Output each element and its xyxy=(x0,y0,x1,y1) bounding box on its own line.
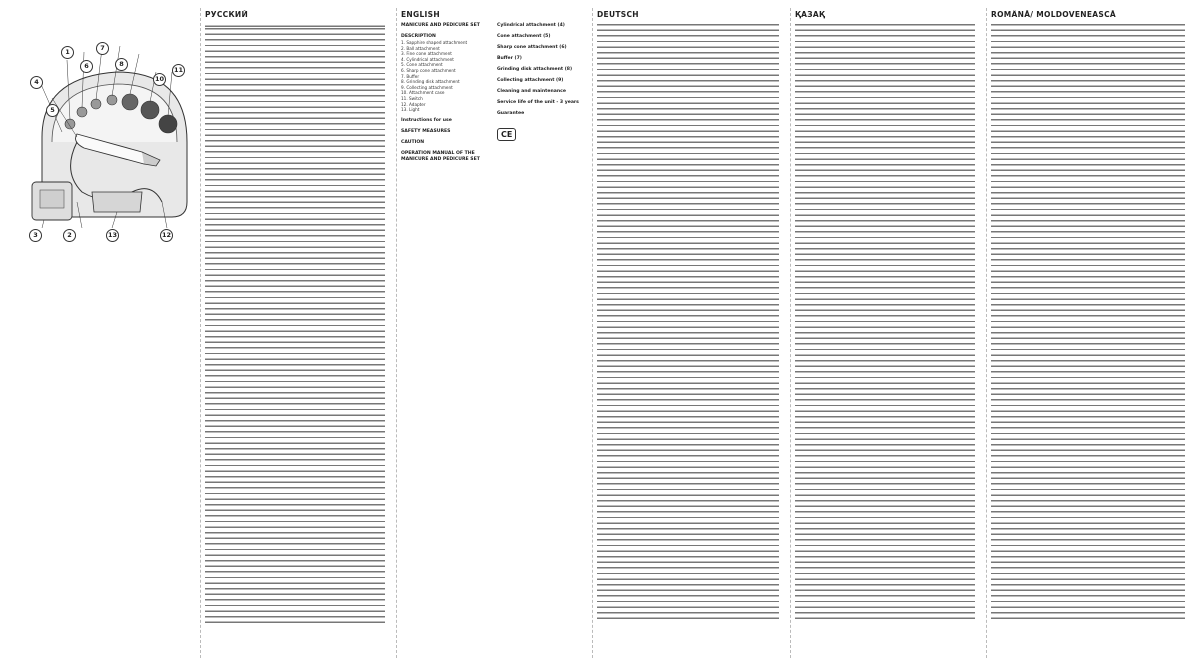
callout-11: 11 xyxy=(172,64,185,77)
column-title-russian: РУССКИЙ xyxy=(205,10,249,19)
part-item: 7. Buffer xyxy=(401,73,420,79)
body-text-german xyxy=(597,23,779,623)
part-item: 6. Sharp cone attachment xyxy=(401,67,456,73)
english-two-columns xyxy=(401,23,587,168)
column-german xyxy=(597,10,785,655)
callout-10: 10 xyxy=(153,73,166,86)
callout-4: 4 xyxy=(30,76,43,89)
callout-13: 13 xyxy=(106,229,119,242)
callout-8: 8 xyxy=(115,58,128,71)
section-heading: Guarantee xyxy=(497,111,525,116)
part-item: 13. Light xyxy=(401,107,420,113)
column-title-kazakh: ҚАЗАҚ xyxy=(795,10,826,19)
part-item: 8. Grinding disk attachment xyxy=(401,79,460,85)
section-heading: Cone attachment (5) xyxy=(497,34,551,39)
body-text-russian xyxy=(205,23,385,623)
column-romanian xyxy=(991,10,1191,655)
column-english xyxy=(401,10,587,655)
part-item: 4. Cylindrical attachment xyxy=(401,56,454,62)
column-title-english: ENGLISH xyxy=(401,10,440,19)
english-right-subcolumn xyxy=(497,23,587,168)
column-russian xyxy=(205,10,391,655)
body-text-romanian xyxy=(991,23,1185,623)
section-heading: DESCRIPTION xyxy=(401,34,436,39)
column-divider xyxy=(986,8,987,658)
column-kazakh xyxy=(795,10,981,655)
column-title-german: DEUTSCH xyxy=(597,10,639,19)
column-divider xyxy=(200,8,201,658)
section-heading: Cylindrical attachment (4) xyxy=(497,23,565,28)
section-heading: Cleaning and maintenance xyxy=(497,89,566,94)
callout-6: 6 xyxy=(80,60,93,73)
section-heading: Instructions for use xyxy=(401,117,452,123)
section-heading: OPERATION MANUAL OF THE MANICURE AND PEDICURE SET xyxy=(401,150,480,162)
section-heading: MANICURE AND PEDICURE SET xyxy=(401,23,480,28)
part-item: 3. Fine cone attachment xyxy=(401,51,452,57)
part-item: 1. Sapphire shaped attachment xyxy=(401,40,468,45)
callout-1: 1 xyxy=(61,46,74,59)
section-heading: Collecting attachment (9) xyxy=(497,78,564,83)
callout-5: 5 xyxy=(46,104,59,117)
part-item: 5. Cone attachment xyxy=(401,62,443,68)
callout-2: 2 xyxy=(63,229,76,242)
part-item: 2. Ball attachment xyxy=(401,45,440,51)
column-divider xyxy=(592,8,593,658)
section-heading: SAFETY MEASURES xyxy=(401,128,451,134)
text-block xyxy=(205,23,391,623)
column-title-romanian: ROMÂNĂ/ MOLDOVENEASCĂ xyxy=(991,10,1117,19)
section-heading: CAUTION xyxy=(401,139,425,145)
ce-mark-icon: CE xyxy=(497,128,516,141)
body-text-kazakh xyxy=(795,23,975,623)
part-item: 12. Adapter xyxy=(401,101,426,107)
callout-12: 12 xyxy=(160,229,173,242)
part-item: 10. Attachment case xyxy=(401,90,445,96)
callout-3: 3 xyxy=(29,229,42,242)
section-heading: Buffer (7) xyxy=(497,56,522,61)
column-divider xyxy=(396,8,397,658)
device-illustration-panel xyxy=(0,0,198,661)
callout-7: 7 xyxy=(96,42,109,55)
section-heading: Sharp cone attachment (6) xyxy=(497,45,567,50)
english-left-subcolumn xyxy=(401,23,491,168)
section-heading: Service life of the unit - 3 years xyxy=(497,100,579,105)
section-heading: Grinding disk attachment (8) xyxy=(497,67,573,72)
part-item: 11. Switch xyxy=(401,95,423,101)
column-divider xyxy=(790,8,791,658)
part-item: 9. Collecting attachment xyxy=(401,84,453,90)
